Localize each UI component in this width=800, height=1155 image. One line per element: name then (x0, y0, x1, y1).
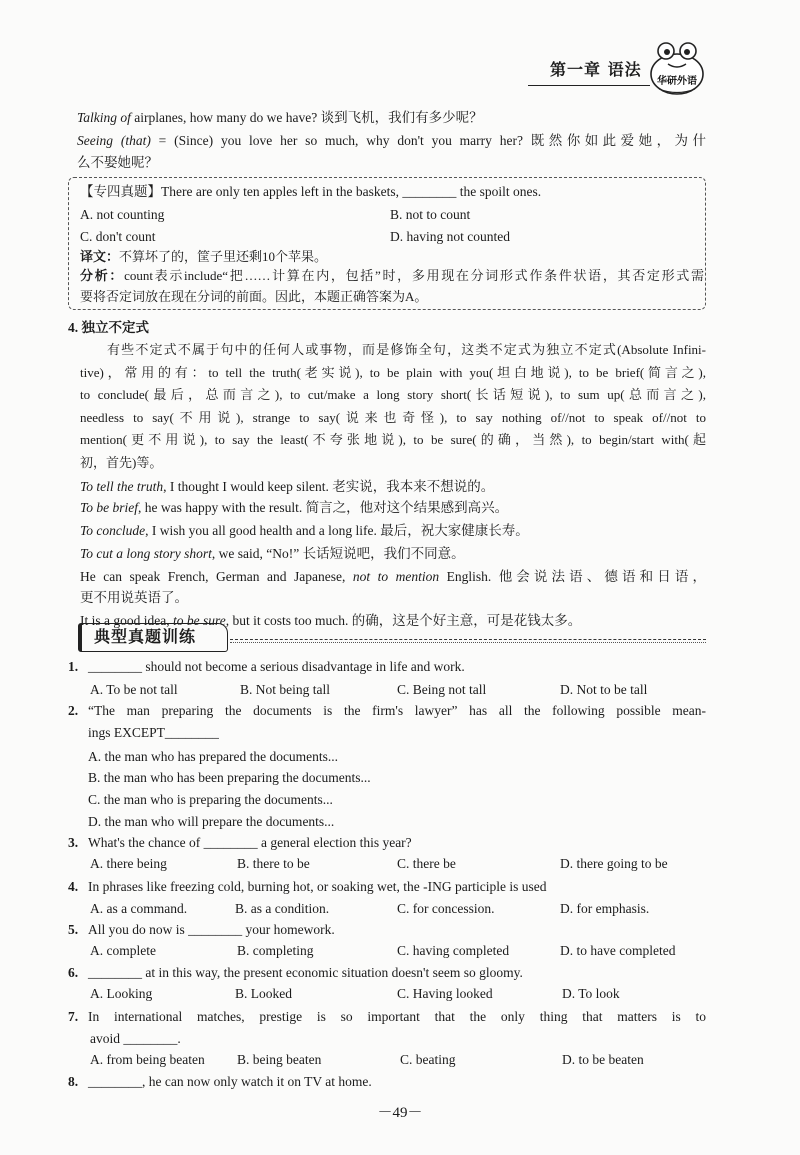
paragraph-line: 初，首先)等。 (80, 455, 163, 470)
option-c: C. the man who is preparing the documents... (88, 792, 333, 807)
question-4 (68, 878, 547, 896)
analysis-label: 分析： (80, 268, 125, 283)
section-heading: 4. 独立不定式 (68, 320, 149, 335)
question-2 (68, 702, 706, 720)
option-a: A. the man who has prepared the documents... (88, 749, 339, 764)
option-c: C. Being not tall (397, 682, 487, 697)
exam-stem: There are only ten apples left in the baskets, ________ the spoilt ones. (161, 184, 542, 199)
example-line: Seeing (that) = (Since) you love her so much, why don't you marry her? 既然你如此爱她，为什 (77, 133, 706, 148)
question-6 (68, 964, 523, 982)
question-stem: In phrases like freezing cold, burning hot, or soaking wet, the -ING participle is used (88, 879, 547, 894)
question-number: 8. (68, 1074, 79, 1089)
question-number: 3. (68, 835, 79, 850)
question-number: 7. (68, 1009, 79, 1024)
page-number: －49－ (377, 1105, 423, 1121)
example-line: It is a good idea, to be sure, but it costs too much. 的确，这是个好主意，可是花钱太多。 (80, 613, 582, 628)
option-a: A. there being (90, 856, 167, 871)
example-line: To cut a long story short, we said, “No!” 长话短说吧，我们不同意。 (80, 546, 465, 561)
option-d: D. to be beaten (562, 1052, 644, 1067)
option-d: D. there going to be (560, 856, 668, 871)
option-d: D. having not counted (390, 229, 510, 244)
example-line: 更不用说英语了。 (80, 590, 188, 605)
option-d: D. Not to be tall (560, 682, 648, 697)
question-stem-cont: avoid ________. (90, 1031, 181, 1046)
option-a: A. Looking (90, 986, 153, 1001)
option-a: A. not counting (80, 207, 165, 222)
publisher-logo (647, 38, 707, 98)
question-8 (68, 1073, 372, 1091)
option-b: B. completing (237, 943, 314, 958)
example-line: To be brief, he was happy with the result. 简言之，他对这个结果感到高兴。 (80, 500, 509, 515)
translation: 译文：不算坏了的，筐子里还剩10个苹果。 (80, 249, 328, 264)
paragraph-line: 有些不定式不属于句中的任何人或事物，而是修饰全句，这类不定式为独立不定式(Absolute Infini- (107, 342, 706, 357)
chapter-title: 第一章 语法 (550, 60, 642, 79)
option-b: B. Not being tall (240, 682, 330, 697)
option-a: A. complete (90, 943, 156, 958)
example-line: 么不娶她呢？ (77, 155, 158, 170)
option-b: B. Looked (235, 986, 292, 1001)
example-line: Talking of airplanes, how many do we have? 谈到飞机，我们有多少呢？ (77, 110, 483, 125)
question-stem: ________, he can now only watch it on TV at home. (88, 1074, 372, 1089)
option-b: B. being beaten (237, 1052, 322, 1067)
question-stem: What's the chance of ________ a general election this year? (88, 835, 412, 850)
question-3 (68, 834, 412, 852)
question-stem: ________ at in this way, the present economic situation doesn't seem so gloomy. (88, 965, 523, 980)
option-b: B. not to count (390, 207, 471, 222)
option-c: C. for concession. (397, 901, 495, 916)
option-b: B. there to be (237, 856, 310, 871)
option-a: A. as a command. (90, 901, 188, 916)
option-d: D. to have completed (560, 943, 676, 958)
example-line: To tell the truth, I thought I would keep silent. 老实说，我本来不想说的。 (80, 479, 495, 494)
question-stem: All you do now is ________ your homework. (88, 922, 335, 937)
exam-question (80, 183, 541, 201)
question-5 (68, 921, 335, 939)
question-number: 2. (68, 703, 79, 718)
option-a: A. from being beaten (90, 1052, 205, 1067)
option-a: A. To be not tall (90, 682, 178, 697)
header-rule (528, 85, 650, 86)
option-c: C. having completed (397, 943, 510, 958)
option-d: D. the man who will prepare the documents... (88, 814, 335, 829)
option-d: D. To look (562, 986, 620, 1001)
option-d: D. for emphasis. (560, 901, 650, 916)
analysis-line: 要将否定词放在现在分词的前面。因此，本题正确答案为A。 (80, 289, 428, 304)
option-b: B. as a condition. (235, 901, 330, 916)
option-c: C. Having looked (397, 986, 493, 1001)
exam-tag: 【专四真题】 (80, 184, 161, 199)
option-b: B. the man who has been preparing the documents... (88, 770, 371, 785)
translation-label: 译文： (80, 249, 120, 264)
question-1 (68, 658, 465, 676)
option-c: C. there be (397, 856, 456, 871)
practice-heading: 典型真题训练 (78, 623, 228, 652)
option-c: C. don't count (80, 229, 156, 244)
question-stem: ________ should not become a serious disadvantage in life and work. (88, 659, 465, 674)
example-line: To conclude, I wish you all good health and a long life. 最后，祝大家健康长寿。 (80, 523, 529, 538)
question-number: 6. (68, 965, 79, 980)
question-stem-cont: ings EXCEPT________ (88, 725, 219, 740)
question-stem: “The man preparing the documents is the firm's lawyer” has all the following possible mean- (88, 703, 706, 718)
logo-text: 华研外语 (657, 76, 697, 87)
paragraph-line: needless to say(不用说), strange to say(说来也奇怪), to say nothing of//not to speak of//not to (80, 410, 706, 425)
paragraph-line: tive)，常用的有：to tell the truth(老实说), to be plain with you(坦白地说), to be brief(简言之), (80, 365, 706, 380)
option-c: C. beating (400, 1052, 456, 1067)
question-7 (68, 1008, 706, 1026)
question-number: 5. (68, 922, 79, 937)
example-line: He can speak French, German and Japanese, not to mention English. 他会说法语、德语和日语， (80, 569, 706, 584)
practice-heading-rule (230, 639, 706, 643)
analysis: 分析：count表示include“把……计算在内，包括”时，多用现在分词形式作条件状语，其否定形式需 (80, 268, 704, 283)
question-stem: In international matches, prestige is so important that the only thing that matters is to (88, 1009, 706, 1024)
question-number: 1. (68, 659, 79, 674)
paragraph-line: to conclude(最后，总而言之), to cut/make a long story short(长话短说), to sum up(总而言之), (80, 387, 706, 402)
question-number: 4. (68, 879, 79, 894)
paragraph-line: mention(更不用说), to say the least(不夸张地说), to be sure(的确，当然), to begin/start with(起 (80, 432, 706, 447)
